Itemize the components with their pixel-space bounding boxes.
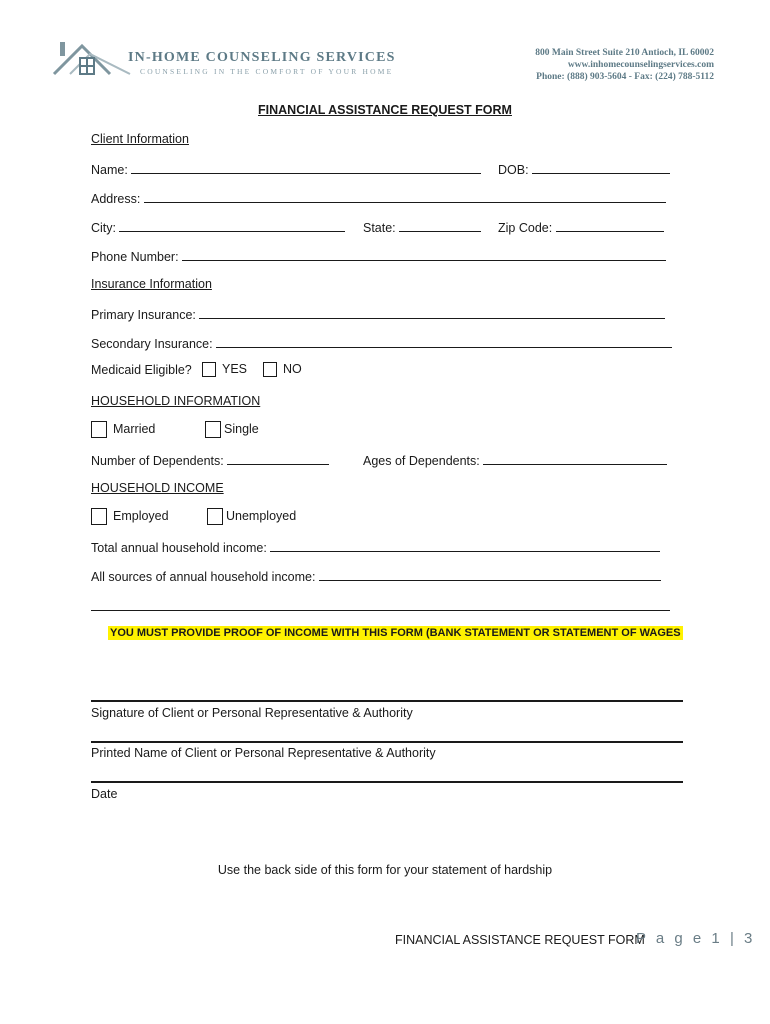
- name-blank[interactable]: [131, 161, 481, 174]
- secondary-insurance-blank[interactable]: [216, 335, 672, 348]
- single-label: Single: [224, 421, 259, 436]
- date-line[interactable]: [91, 781, 683, 783]
- form-title: FINANCIAL ASSISTANCE REQUEST FORM: [258, 103, 512, 117]
- dependents-label: Number of Dependents:: [91, 454, 224, 468]
- employed-checkbox[interactable]: [91, 508, 107, 525]
- org-tagline: COUNSELING IN THE COMFORT OF YOUR HOME: [140, 67, 394, 76]
- employed-option[interactable]: [91, 508, 169, 525]
- client-info-heading: Client Information: [91, 132, 189, 146]
- zip-blank[interactable]: [556, 219, 664, 232]
- name-label: Name:: [91, 163, 128, 177]
- page-number: P a g e 1 | 3: [636, 930, 756, 947]
- dob-blank[interactable]: [532, 161, 670, 174]
- city-blank[interactable]: [119, 219, 345, 232]
- address-field[interactable]: [91, 190, 666, 206]
- medicaid-no-label: NO: [283, 362, 302, 376]
- website-line: www.inhomecounselingservices.com: [567, 60, 714, 70]
- address-label: Address:: [91, 192, 141, 206]
- unemployed-checkbox[interactable]: [207, 508, 223, 525]
- dependents-blank[interactable]: [227, 452, 329, 465]
- medicaid-yes-option[interactable]: [202, 362, 247, 377]
- dob-label: DOB:: [498, 163, 529, 177]
- married-option[interactable]: [91, 421, 155, 438]
- state-label: State:: [363, 221, 396, 235]
- dependents-field[interactable]: [91, 452, 329, 468]
- income-sources-extra-line[interactable]: [91, 598, 670, 611]
- signature-label: Signature of Client or Personal Representative & Authority: [91, 706, 413, 720]
- total-income-field[interactable]: [91, 539, 660, 555]
- unemployed-label: Unemployed: [226, 508, 297, 523]
- phone-blank[interactable]: [182, 248, 666, 261]
- employed-label: Employed: [113, 508, 169, 523]
- zip-label: Zip Code:: [498, 221, 553, 235]
- ages-field[interactable]: [363, 452, 667, 468]
- primary-insurance-label: Primary Insurance:: [91, 308, 196, 322]
- printed-name-line[interactable]: [91, 741, 683, 743]
- medicaid-yes-label: YES: [222, 362, 248, 376]
- insurance-info-heading: Insurance Information: [91, 277, 212, 291]
- date-label: Date: [91, 787, 118, 801]
- medicaid-yes-checkbox[interactable]: [202, 362, 216, 377]
- total-income-label: Total annual household income:: [91, 541, 267, 555]
- unemployed-option[interactable]: [207, 508, 296, 525]
- back-side-note: Use the back side of this form for your statement of hardship: [217, 863, 553, 877]
- name-field[interactable]: [91, 161, 481, 177]
- medicaid-row: [91, 363, 192, 377]
- phone-fax-line: Phone: (888) 903-5604 - Fax: (224) 788-5112: [536, 72, 714, 82]
- footer-title: FINANCIAL ASSISTANCE REQUEST FORM: [395, 933, 645, 947]
- primary-insurance-blank[interactable]: [199, 306, 665, 319]
- phone-label: Phone Number:: [91, 250, 179, 264]
- address-line: 800 Main Street Suite 210 Antioch, IL 60002: [535, 48, 714, 58]
- household-info-heading: HOUSEHOLD INFORMATION: [91, 394, 261, 408]
- printed-name-label: Printed Name of Client or Personal Representative & Authority: [91, 746, 436, 760]
- dob-field[interactable]: [498, 161, 670, 177]
- single-checkbox[interactable]: [205, 421, 221, 438]
- ages-label: Ages of Dependents:: [363, 454, 480, 468]
- single-option[interactable]: [205, 421, 259, 438]
- city-label: City:: [91, 221, 116, 235]
- org-name: IN-HOME COUNSELING SERVICES: [128, 50, 396, 65]
- household-income-heading: HOUSEHOLD INCOME: [91, 481, 224, 495]
- medicaid-label: Medicaid Eligible?: [91, 363, 192, 377]
- zip-field[interactable]: [498, 219, 664, 235]
- phone-field[interactable]: [91, 248, 666, 264]
- secondary-insurance-label: Secondary Insurance:: [91, 337, 213, 351]
- signature-line[interactable]: [91, 700, 683, 702]
- state-field[interactable]: [363, 219, 481, 235]
- married-label: Married: [113, 421, 156, 436]
- state-blank[interactable]: [399, 219, 481, 232]
- proof-of-income-notice: YOU MUST PROVIDE PROOF OF INCOME WITH THIS FORM (BANK STATEMENT OR STATEMENT OF WAGES: [110, 627, 681, 639]
- medicaid-no-option[interactable]: [263, 362, 302, 377]
- income-sources-blank[interactable]: [319, 568, 661, 581]
- city-field[interactable]: [91, 219, 345, 235]
- ages-blank[interactable]: [483, 452, 667, 465]
- income-sources-field[interactable]: [91, 568, 661, 584]
- income-sources-label: All sources of annual household income:: [91, 570, 316, 584]
- medicaid-no-checkbox[interactable]: [263, 362, 277, 377]
- primary-insurance-field[interactable]: [91, 306, 665, 322]
- house-logo-icon: [52, 40, 132, 80]
- married-checkbox[interactable]: [91, 421, 107, 438]
- secondary-insurance-field[interactable]: [91, 335, 672, 351]
- address-blank[interactable]: [144, 190, 666, 203]
- total-income-blank[interactable]: [270, 539, 660, 552]
